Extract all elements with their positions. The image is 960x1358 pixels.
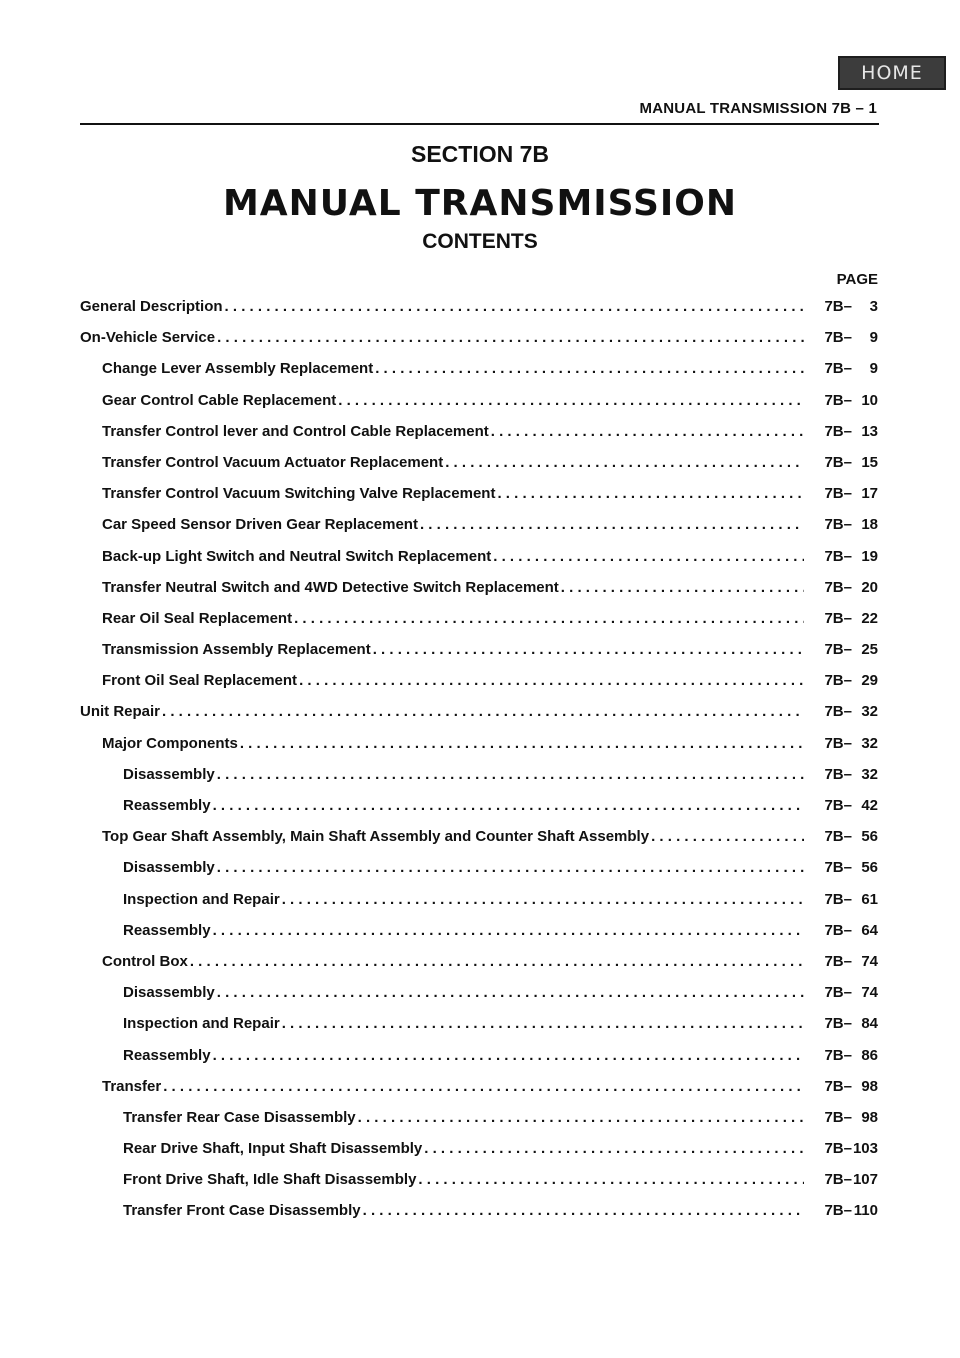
toc-entry[interactable] — [80, 1015, 878, 1046]
toc-dot-leader — [418, 1171, 804, 1188]
toc-page-prefix: 7B– — [824, 1046, 852, 1064]
toc-entry-page — [808, 1171, 878, 1188]
toc-entry[interactable] — [80, 766, 878, 797]
toc-entry-page — [808, 485, 878, 502]
toc-page-number: 13 — [861, 422, 878, 440]
toc-entry[interactable] — [80, 1078, 878, 1109]
toc-entry-title: Transfer Control Vacuum Actuator Replacement — [102, 453, 444, 471]
toc-page-number: 17 — [861, 485, 878, 503]
toc-entry-title: Top Gear Shaft Assembly, Main Shaft Assembly and Counter Shaft Assembly — [102, 828, 650, 846]
contents-heading: CONTENTS — [422, 230, 538, 253]
toc-dot-leader — [420, 516, 804, 533]
toc-entry[interactable] — [80, 1109, 878, 1140]
toc-entry-title: Front Drive Shaft, Idle Shaft Disassembly — [123, 1171, 417, 1189]
toc-entry-page — [808, 548, 878, 565]
toc-entry-page — [808, 1047, 878, 1064]
toc-dot-leader — [424, 1140, 804, 1157]
table-of-contents — [80, 298, 878, 1234]
toc-entry-title: Gear Control Cable Replacement — [102, 391, 337, 409]
toc-page-number: 56 — [861, 859, 878, 877]
toc-page-number: 22 — [861, 609, 878, 627]
toc-entry[interactable] — [80, 360, 878, 391]
toc-entry-page — [808, 454, 878, 471]
toc-entry-title: Transfer Neutral Switch and 4WD Detective Switch Replacement — [102, 578, 559, 596]
toc-entry-title: Transmission Assembly Replacement — [102, 641, 371, 659]
toc-page-prefix: 7B– — [824, 672, 852, 690]
toc-page-number: 18 — [861, 516, 878, 534]
toc-entry-title: Transfer Front Case Disassembly — [123, 1202, 361, 1220]
toc-dot-leader — [375, 360, 804, 377]
toc-dot-leader — [217, 766, 804, 783]
toc-page-number: 84 — [861, 1015, 878, 1033]
toc-page-prefix: 7B– — [824, 516, 852, 534]
toc-entry-page — [808, 922, 878, 939]
toc-entry[interactable] — [80, 298, 878, 329]
toc-page-prefix: 7B– — [824, 703, 852, 721]
toc-dot-leader — [225, 298, 804, 315]
toc-entry-title: Front Oil Seal Replacement — [102, 672, 298, 690]
toc-entry-page — [808, 1015, 878, 1032]
toc-page-prefix: 7B– — [824, 890, 852, 908]
toc-dot-leader — [299, 672, 804, 689]
toc-entry-page — [808, 641, 878, 658]
toc-entry-page — [808, 1109, 878, 1126]
toc-page-prefix: 7B– — [824, 797, 852, 814]
toc-entry[interactable] — [80, 1171, 878, 1202]
toc-dot-leader — [363, 1202, 804, 1219]
toc-dot-leader — [282, 1015, 804, 1032]
toc-entry[interactable] — [80, 953, 878, 984]
toc-page-prefix: 7B– — [824, 1171, 852, 1189]
toc-page-prefix: 7B– — [824, 1202, 852, 1220]
toc-entry-title: Control Box — [102, 952, 188, 970]
toc-entry-title: Transfer — [102, 1077, 162, 1095]
toc-page-prefix: 7B– — [824, 765, 852, 783]
toc-entry[interactable] — [80, 922, 878, 953]
toc-page-number: 3 — [869, 298, 878, 315]
toc-dot-leader — [561, 579, 804, 596]
toc-page-prefix: 7B– — [824, 391, 852, 409]
toc-entry[interactable] — [80, 859, 878, 890]
toc-entry[interactable] — [80, 485, 878, 516]
toc-entry-title: Major Components — [102, 734, 238, 752]
toc-entry[interactable] — [80, 548, 878, 579]
toc-entry[interactable] — [80, 891, 878, 922]
toc-entry-title: Back-up Light Switch and Neutral Switch Replacement — [102, 547, 492, 565]
toc-entry-title: Disassembly — [123, 765, 215, 783]
toc-entry-title: Reassembly — [123, 1046, 211, 1064]
toc-dot-leader — [213, 797, 804, 814]
toc-page-prefix: 7B– — [824, 298, 852, 315]
toc-entry-page — [808, 329, 878, 346]
toc-entry-page — [808, 392, 878, 409]
toc-entry-title: Rear Oil Seal Replacement — [102, 609, 293, 627]
toc-page-number: 110 — [853, 1202, 878, 1220]
toc-entry[interactable] — [80, 454, 878, 485]
toc-entry-page — [808, 516, 878, 533]
toc-dot-leader — [358, 1109, 804, 1126]
toc-entry[interactable] — [80, 516, 878, 547]
toc-page-prefix: 7B– — [824, 828, 852, 846]
toc-dot-leader — [373, 641, 804, 658]
toc-entry-title: Transfer Rear Case Disassembly — [123, 1108, 356, 1126]
toc-page-prefix: 7B– — [824, 1077, 852, 1095]
toc-entry-page — [808, 828, 878, 845]
toc-entry-page — [808, 1202, 878, 1219]
toc-entry[interactable] — [80, 735, 878, 766]
toc-page-prefix: 7B– — [824, 952, 852, 970]
toc-entry-page — [808, 984, 878, 1001]
toc-entry-page — [808, 672, 878, 689]
toc-entry-page — [808, 797, 878, 814]
toc-page-number: 32 — [861, 765, 878, 783]
toc-page-prefix: 7B– — [824, 453, 852, 471]
toc-entry-title: Inspection and Repair — [123, 1015, 280, 1033]
toc-page-number: 19 — [861, 547, 878, 565]
toc-entry-title: Disassembly — [123, 859, 215, 877]
toc-page-prefix: 7B– — [824, 422, 852, 440]
toc-page-number: 32 — [861, 734, 878, 752]
toc-dot-leader — [491, 423, 804, 440]
toc-entry-page — [808, 360, 878, 377]
toc-page-number: 25 — [861, 641, 878, 659]
home-button[interactable] — [838, 56, 946, 90]
toc-entry-title: Transfer Control Vacuum Switching Valve Replacement — [102, 485, 496, 503]
toc-entry-page — [808, 610, 878, 627]
toc-page-number: 64 — [861, 921, 878, 939]
toc-entry-page — [808, 766, 878, 783]
toc-entry-title: Rear Drive Shaft, Input Shaft Disassembly — [123, 1140, 423, 1158]
toc-page-prefix: 7B– — [824, 641, 852, 659]
toc-entry-page — [808, 298, 878, 315]
toc-entry[interactable] — [80, 984, 878, 1015]
toc-entry-title: Disassembly — [123, 984, 215, 1002]
toc-entry-page — [808, 859, 878, 876]
toc-page-number: 9 — [869, 329, 878, 347]
toc-entry[interactable] — [80, 828, 878, 859]
toc-entry[interactable] — [80, 797, 878, 828]
toc-entry-title: Reassembly — [123, 797, 211, 814]
toc-entry[interactable] — [80, 610, 878, 641]
toc-entry-page — [808, 703, 878, 720]
toc-page-prefix: 7B– — [824, 1015, 852, 1033]
toc-page-number: 9 — [869, 360, 878, 378]
toc-entry-title: General Description — [80, 298, 223, 315]
toc-page-prefix: 7B– — [824, 329, 852, 347]
toc-page-number: 74 — [861, 952, 878, 970]
toc-page-prefix: 7B– — [824, 547, 852, 565]
home-button-label: HOME — [861, 62, 923, 84]
toc-page-prefix: 7B– — [824, 921, 852, 939]
toc-dot-leader — [651, 828, 804, 845]
toc-dot-leader — [213, 1047, 804, 1064]
toc-entry-page — [808, 1140, 878, 1157]
toc-entry-page — [808, 735, 878, 752]
toc-dot-leader — [213, 922, 804, 939]
toc-dot-leader — [294, 610, 804, 627]
toc-entry[interactable] — [80, 641, 878, 672]
toc-dot-leader — [162, 703, 804, 720]
page-column-header: PAGE — [836, 271, 878, 288]
toc-dot-leader — [240, 735, 804, 752]
toc-page-number: 74 — [861, 984, 878, 1002]
toc-page-prefix: 7B– — [824, 485, 852, 503]
toc-page-number: 42 — [861, 797, 878, 814]
toc-dot-leader — [217, 984, 804, 1001]
toc-dot-leader — [217, 859, 804, 876]
toc-dot-leader — [493, 548, 804, 565]
toc-entry[interactable] — [80, 392, 878, 423]
toc-page-prefix: 7B– — [824, 859, 852, 877]
toc-page-number: 32 — [861, 703, 878, 721]
toc-page-prefix: 7B– — [824, 734, 852, 752]
toc-dot-leader — [190, 953, 804, 970]
toc-page-number: 86 — [861, 1046, 878, 1064]
toc-entry[interactable] — [80, 423, 878, 454]
toc-entry[interactable] — [80, 329, 878, 360]
toc-dot-leader — [163, 1078, 804, 1095]
toc-page-number: 61 — [861, 890, 878, 908]
toc-page-number: 29 — [861, 672, 878, 690]
toc-dot-leader — [217, 329, 804, 346]
toc-dot-leader — [338, 392, 804, 409]
toc-page-number: 98 — [861, 1077, 878, 1095]
toc-entry-page — [808, 891, 878, 908]
toc-entry-title: Inspection and Repair — [123, 890, 280, 908]
toc-entry-page — [808, 579, 878, 596]
toc-page-prefix: 7B– — [824, 984, 852, 1002]
toc-page-number: 98 — [861, 1108, 878, 1126]
toc-page-number: 107 — [852, 1171, 878, 1189]
toc-entry-title: Reassembly — [123, 921, 211, 939]
toc-page-prefix: 7B– — [824, 609, 852, 627]
toc-dot-leader — [497, 485, 804, 502]
toc-entry[interactable] — [80, 1140, 878, 1171]
toc-page-prefix: 7B– — [824, 1108, 852, 1126]
toc-page-number: 20 — [861, 578, 878, 596]
page-title: MANUAL TRANSMISSION — [222, 183, 738, 224]
toc-page-number: 10 — [861, 391, 878, 409]
toc-page-number: 56 — [861, 828, 878, 846]
toc-page-prefix: 7B– — [824, 578, 852, 596]
toc-entry-title: Unit Repair — [80, 703, 161, 721]
toc-entry[interactable] — [80, 1202, 878, 1233]
toc-entry-title: Change Lever Assembly Replacement — [102, 360, 374, 378]
toc-entry[interactable] — [80, 579, 878, 610]
header-rule — [80, 123, 879, 125]
toc-page-prefix: 7B– — [824, 1140, 852, 1158]
toc-entry-page — [808, 953, 878, 970]
toc-entry-title: Transfer Control lever and Control Cable Replacement — [102, 422, 489, 440]
toc-entry[interactable] — [80, 703, 878, 734]
toc-entry-title: On-Vehicle Service — [80, 329, 216, 347]
running-header: MANUAL TRANSMISSION 7B – 1 — [639, 100, 877, 117]
toc-entry[interactable] — [80, 1047, 878, 1078]
toc-page-number: 15 — [861, 453, 878, 471]
section-label: SECTION 7B — [410, 141, 550, 167]
toc-entry[interactable] — [80, 672, 878, 703]
toc-dot-leader — [445, 454, 804, 471]
toc-page-number: 103 — [852, 1140, 878, 1158]
toc-entry-page — [808, 423, 878, 440]
toc-entry-page — [808, 1078, 878, 1095]
toc-entry-title: Car Speed Sensor Driven Gear Replacement — [102, 516, 418, 534]
toc-page-prefix: 7B– — [824, 360, 852, 378]
toc-dot-leader — [282, 891, 804, 908]
